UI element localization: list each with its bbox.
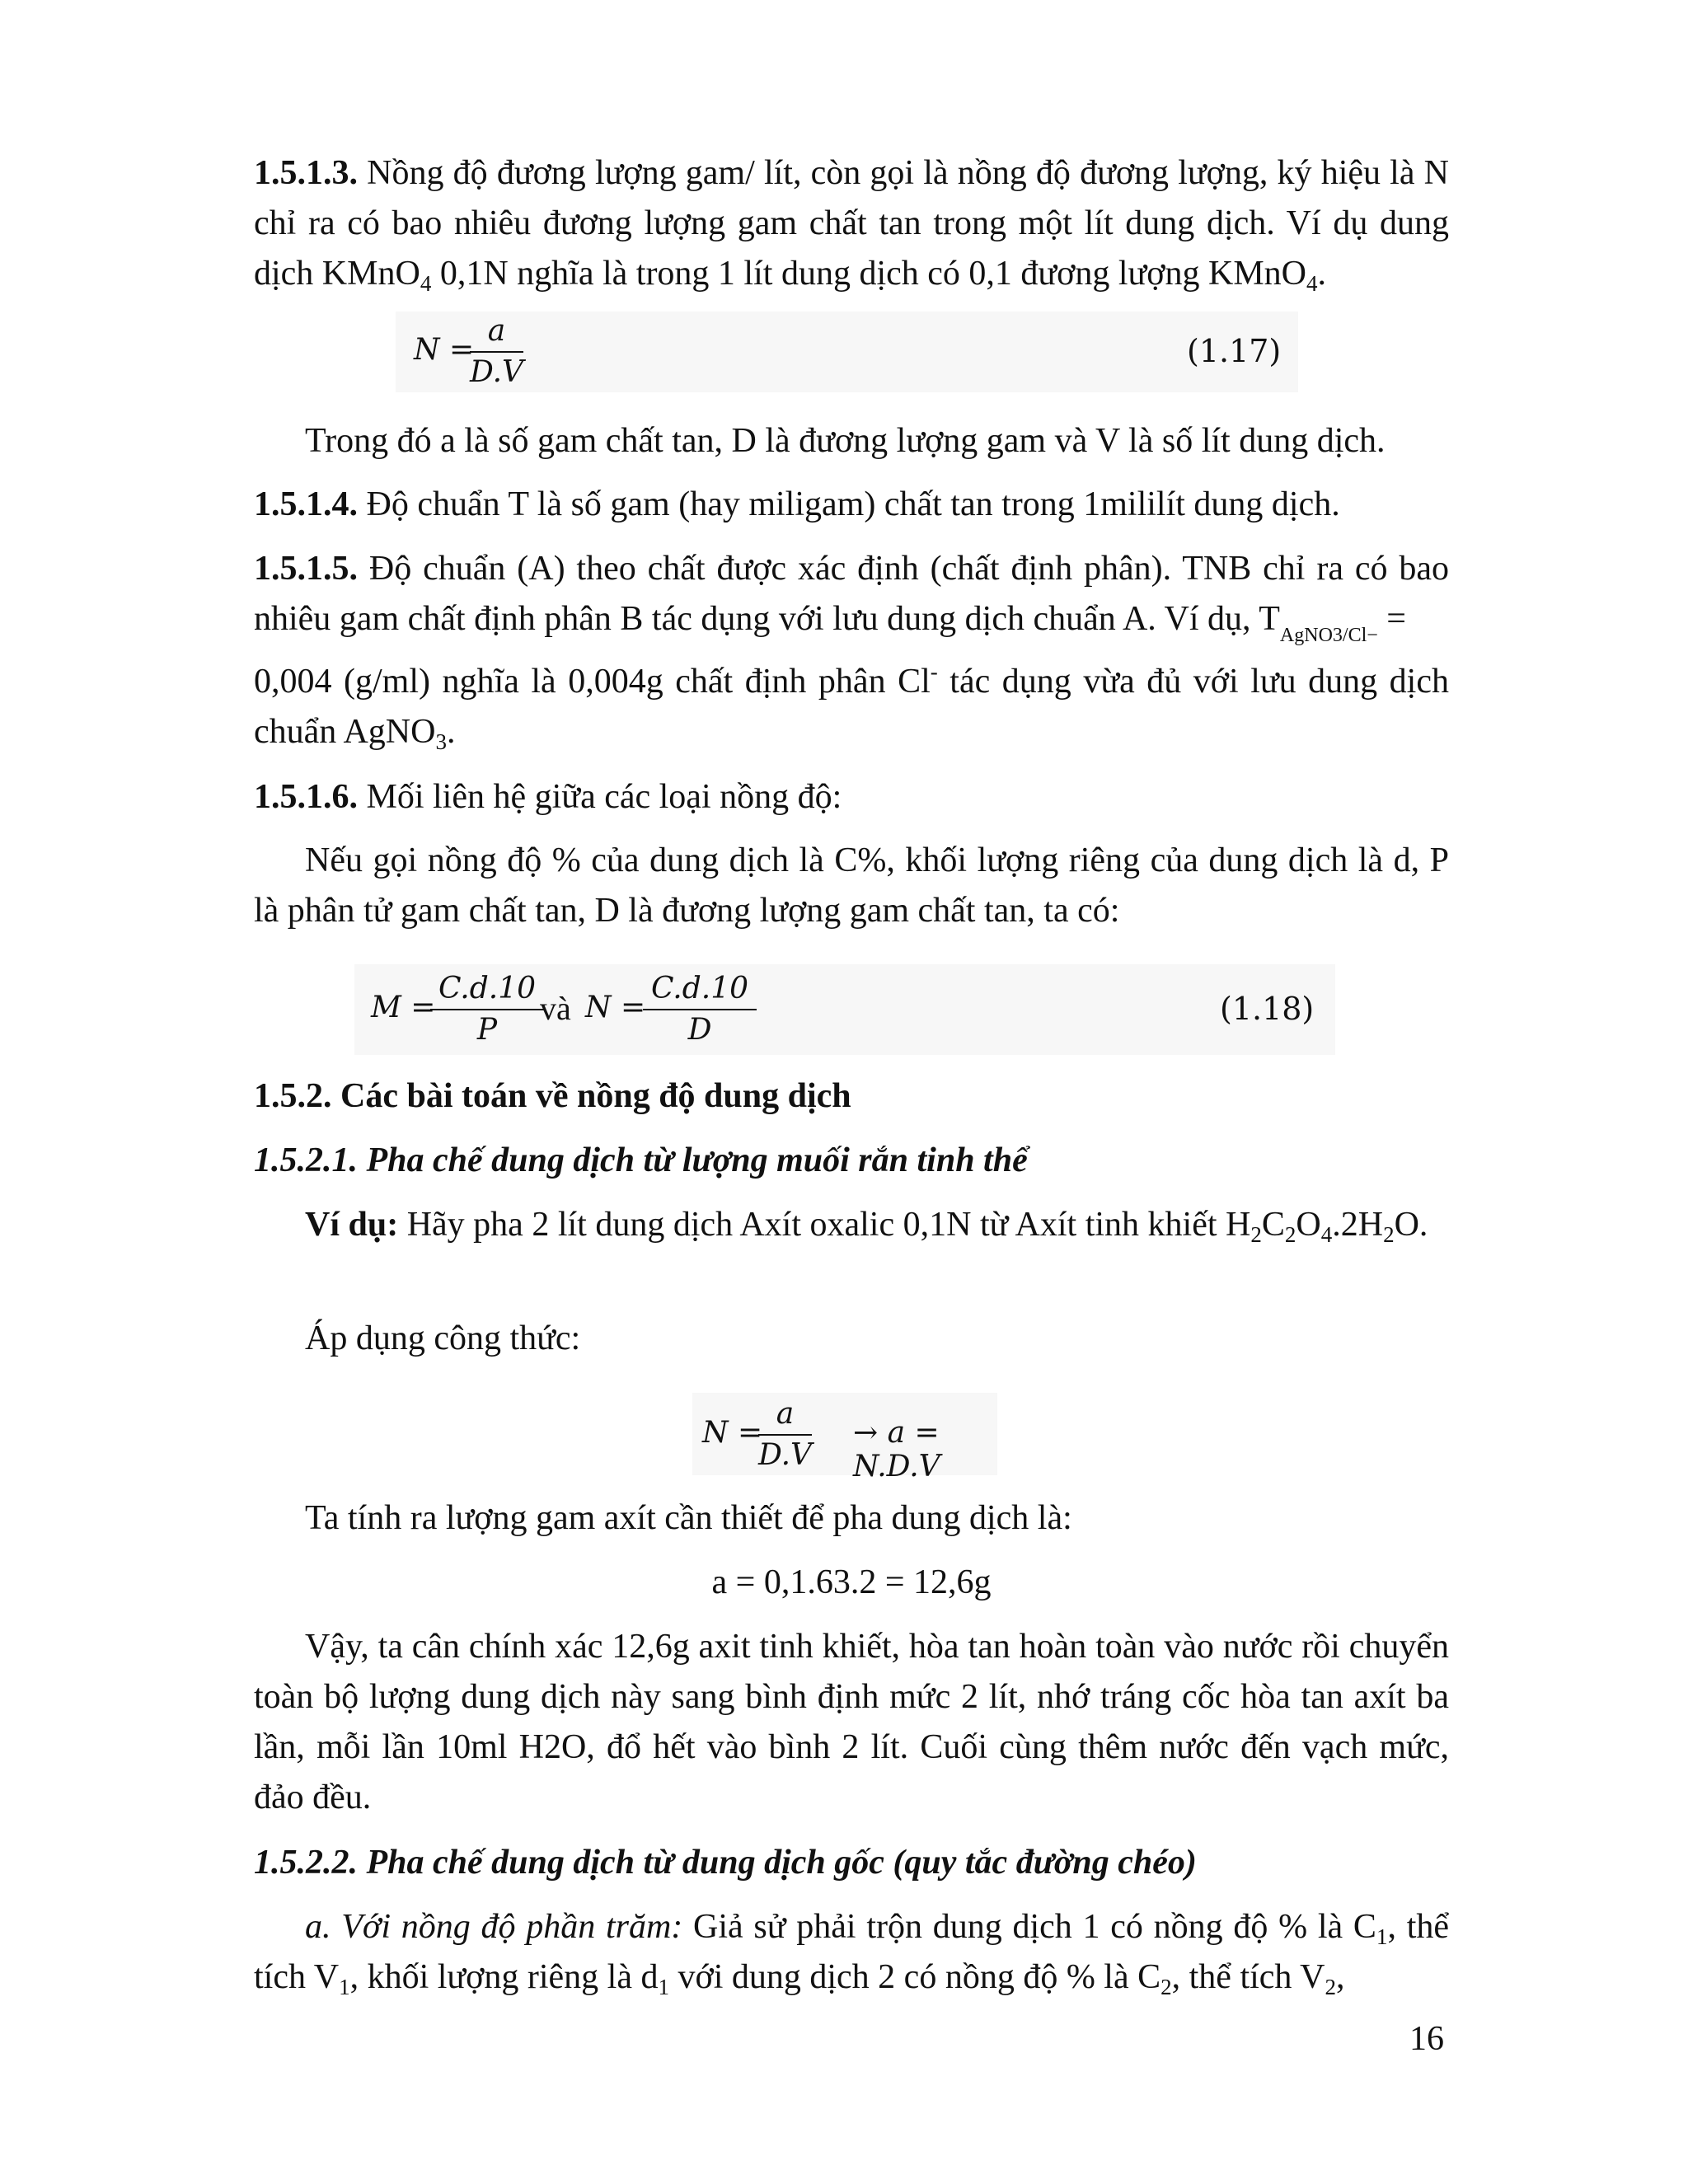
calculation: a = 0,1.63.2 = 12,6g bbox=[711, 1563, 992, 1601]
fraction: $\frac{a}{D.V}$ bbox=[758, 1394, 812, 1475]
equation-a: N = $\frac{a}{D.V}$ → a = N.D.V bbox=[692, 1393, 997, 1475]
part-a-paragraph: a. Với nồng độ phần trăm: Giả sử phải trộn dung dịch 1 có nồng độ % là $C_1$, thể tích $V_1$, khối lượng riêng là $d_1$ với dung dịch 2 có nồng độ % là $C_2$, thể tích $V_2$, bbox=[254, 1908, 1450, 1999]
section-number: 1.5.1.3. bbox=[254, 154, 358, 192]
section-1-5-1-3: 1.5.1.3. Nồng độ đương lượng gam/ lít, còn gọi là nồng độ đương lượng, ký hiệu là N chỉ ra có bao nhiêu đương lượng gam chất tan trong một lít dung dịch. Ví dụ dung dịch KMnO$_4$ 0,1N nghĩa là trong 1 lít dung dịch có 0,1 đương lượng KMnO$_4$. bbox=[254, 154, 1449, 296]
apply-text: Áp dụng công thức: bbox=[305, 1319, 581, 1357]
relation-intro: Nếu gọi nồng độ % của dung dịch là C%, khối lượng riêng của dung dịch là d, P là phân tử gam chất tan, D là đương lượng gam chất tan, ta có: bbox=[254, 841, 1449, 930]
calc-intro: Ta tính ra lượng gam axít cần thiết để pha dung dịch là: bbox=[305, 1499, 1072, 1537]
equation-number: (1.18) bbox=[1220, 991, 1315, 1027]
page-number: 16 bbox=[1409, 2020, 1444, 2058]
fraction-m: $\frac{C.d.10}{P}$ bbox=[430, 969, 544, 1050]
section-1-5-1-5: 1.5.1.5. Độ chuẩn (A) theo chất được xác định (chất định phân). TNB chỉ ra có bao nhiêu gam chất định phân B tác dụng với lưu dung dịch chuẩn A. Ví dụ, $T_{AgNO3/Cl-}$ = bbox=[254, 550, 1449, 646]
equation-1-18: M = $\frac{C.d.10}{P}$ và N = $\frac{C.d.10}{D}$ (1.18) bbox=[354, 964, 1335, 1055]
where-text: Trong đó a là số gam chất tan, D là đương lượng gam và V là số lít dung dịch. bbox=[305, 422, 1386, 460]
heading-1-5-2-1: 1.5.2.1. Pha chế dung dịch từ lượng muối rắn tinh thể bbox=[254, 1141, 1028, 1179]
heading-1-5-2-2: 1.5.2.2. Pha chế dung dịch từ dung dịch gốc (quy tắc đường chéo) bbox=[254, 1844, 1197, 1882]
example-paragraph: Ví dụ: Hãy pha 2 lít dung dịch Axít oxalic 0,1N từ Axít tinh khiết $H_2C_2O_4.2H_2O$. bbox=[305, 1206, 1428, 1247]
section-1-5-1-5-cont: 0,004 (g/ml) nghĩa là 0,004g chất định phân Cl- tác dụng vừa đủ với lưu dung dịch chuẩn AgNO$_3$. bbox=[254, 659, 1449, 754]
fraction-n: $\frac{C.d.10}{D}$ bbox=[643, 969, 757, 1050]
heading-1-5-2: 1.5.2. Các bài toán về nồng độ dung dịch bbox=[254, 1077, 851, 1115]
conclusion-paragraph: Vậy, ta cân chính xác 12,6g axit tinh khiết, hòa tan hoàn toàn vào nước rồi chuyển toàn bộ lượng dung dịch này sang bình định mức 2 lít, nhớ tráng cốc hòa tan axít ba lần, mỗi lần 10ml H2O, đổ hết vào bình 2 lít. Cuối cùng thêm nước đến vạch mức, đảo đều. bbox=[254, 1628, 1449, 1816]
fraction: $\frac{a}{D.V}$ bbox=[470, 312, 523, 392]
titer-symbol: $T_{AgNO3/Cl-}$ bbox=[1259, 600, 1378, 646]
section-1-5-1-6: 1.5.1.6. Mối liên hệ giữa các loại nồng độ: bbox=[254, 778, 842, 816]
equation-1-17: N = $\frac{a}{D.V}$ (1.17) bbox=[396, 312, 1298, 392]
equation-number: (1.17) bbox=[1187, 333, 1282, 369]
section-1-5-1-4: 1.5.1.4. Độ chuẩn T là số gam (hay miligam) chất tan trong 1mililít dung dịch. bbox=[254, 485, 1340, 523]
